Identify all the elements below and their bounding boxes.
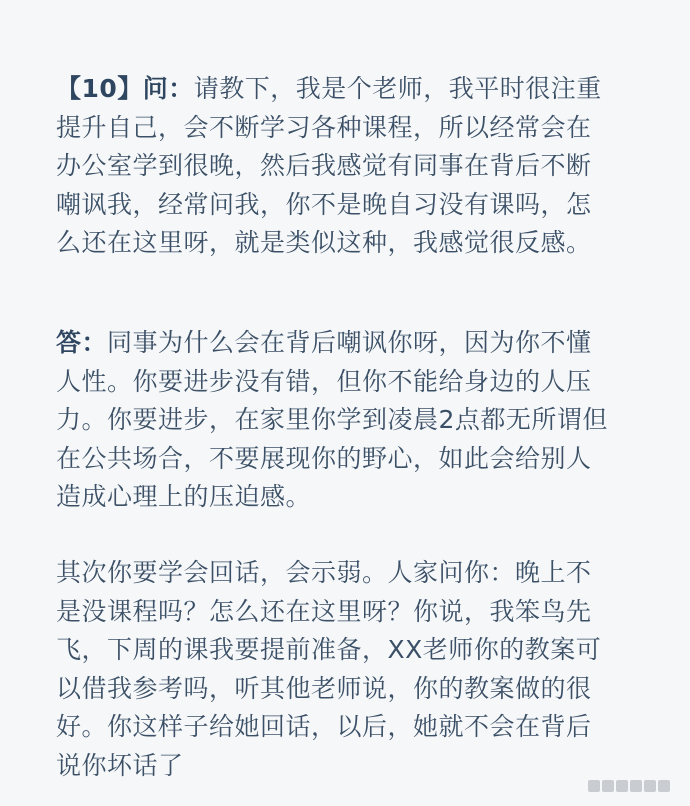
question-line: 办公室学到很晚，然后我感觉有同事在背后不断 (56, 151, 592, 180)
question-paragraph (56, 70, 646, 263)
question-line: 么还在这里呀，就是类似这种，我感觉很反感。 (56, 228, 592, 257)
advice-line: 说你坏话了 (56, 750, 184, 780)
answer-line: 造成心理上的压迫感。 (56, 482, 312, 511)
question-line: 请教下，我是个老师，我平时很注重 (193, 74, 602, 103)
advice-line: 飞，下周的课我要提前准备，XX老师你的教案可 (56, 635, 602, 664)
answer-line: 在公共场合，不要展现你的野心，如此会给别人 (56, 443, 592, 473)
advice-line: 其次你要学会回话，会示弱。人家问你：晚上不 (56, 558, 592, 587)
answer-label: 答： (56, 328, 108, 357)
answer-line: 同事为什么会在背后嘲讽你呀，因为你不懂 (107, 328, 592, 357)
advice-paragraph (56, 554, 646, 785)
answer-paragraph (56, 324, 646, 517)
question-line: 嘲讽我，经常问我，你不是晚自习没有课吗，怎 (56, 189, 592, 219)
question-label: 【10】问： (56, 74, 194, 103)
answer-line: 力。你要进步，在家里你学到凌晨2点都无所谓但 (56, 405, 608, 434)
advice-line: 以借我参考吗，听其他老师说，你的教案做的很 (56, 673, 592, 703)
question-line: 提升自己，会不断学习各种课程，所以经常会在 (56, 112, 592, 142)
advice-line: 是没课程吗？怎么还在这里呀？你说，我笨鸟先 (56, 596, 592, 626)
answer-line: 人性。你要进步没有错，但你不能给身边的人压 (56, 366, 592, 396)
watermark (588, 780, 670, 792)
advice-line: 好。你这样子给她回话，以后，她就不会在背后 (56, 712, 592, 741)
